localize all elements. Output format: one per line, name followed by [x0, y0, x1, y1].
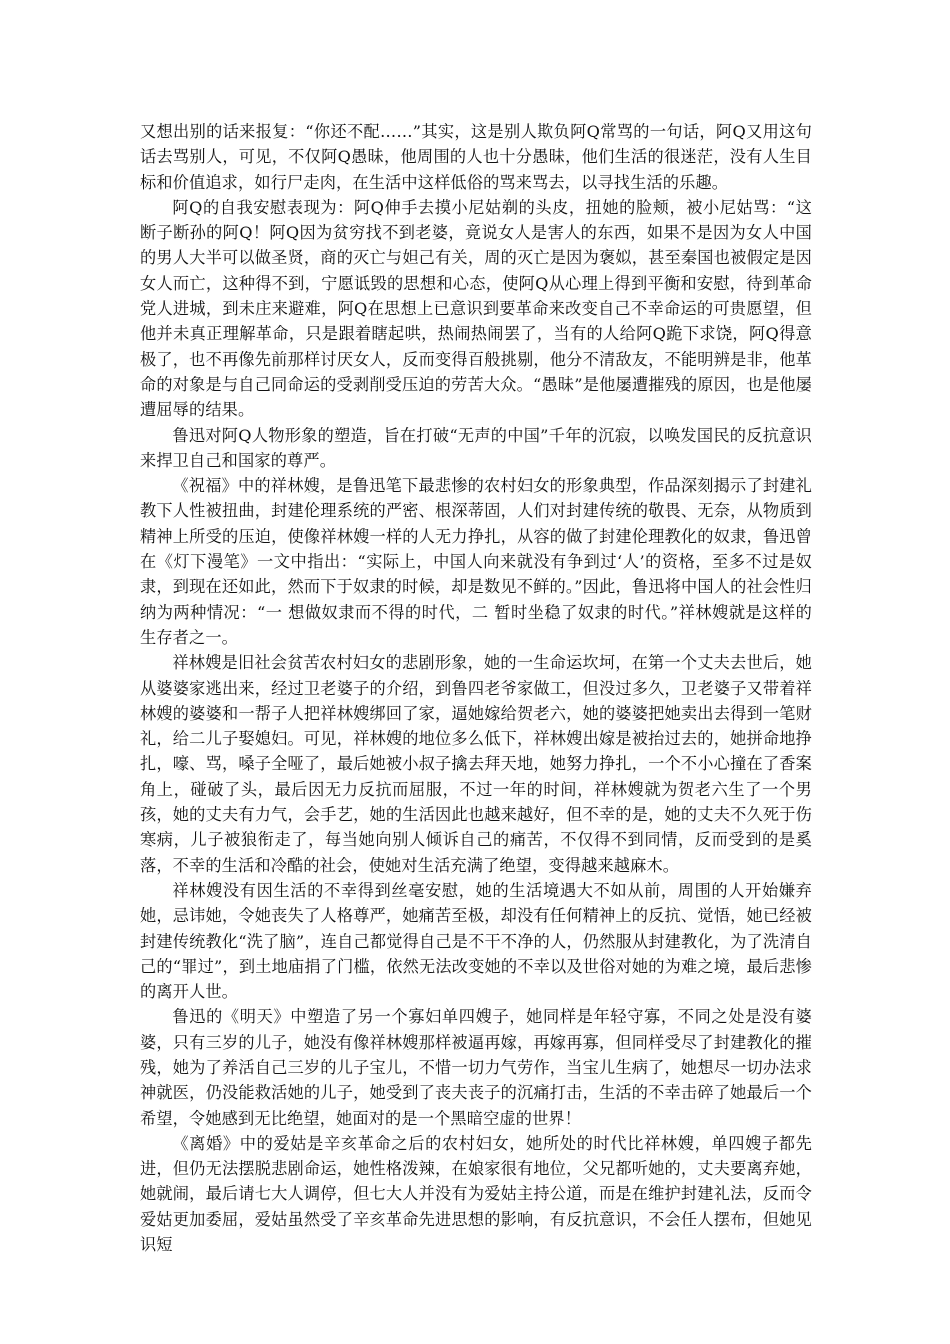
document-page [140, 119, 812, 1257]
paragraph: 祥林嫂是旧社会贫苦农村妇女的悲剧形象，她的一生命运坎坷，在第一个丈夫去世后，她从婆婆家逃出来，经过卫老婆子的介绍，到鲁四老爷家做工，但没过多久，卫老婆子又带着祥林嫂的婆婆和一帮子人把祥林嫂绑回了家，逼她嫁给贺老六，她的婆婆把她卖出去得到一笔财礼，给二儿子娶媳妇。可见，祥林嫂的地位多么低下，祥林嫂出嫁是被抬过去的，她拼命地挣扎，嚎、骂，嗓子全哑了，最后她被小叔子擒去拜天地，她努力挣扎，一个不小心撞在了香案角上，碰破了头，最后因无力反抗而屈服，不过一年的时间，祥林嫂就为贺老六生了一个男孩，她的丈夫有力气，会手艺，她的生活因此也越来越好，但不幸的是，她的丈夫不久死于伤寒病，儿子被狼衔走了，每当她向别人倾诉自己的痛苦，不仅得不到同情，反而受到的是奚落，不幸的生活和冷酷的社会，使她对生活充满了绝望，变得越来越麻木。 [140, 653, 812, 875]
paragraph: 《祝福》中的祥林嫂，是鲁迅笔下最悲惨的农村妇女的形象典型，作品深刻揭示了封建礼教下人性被扭曲，封建伦理系统的严密、根深蒂固，人们对封建传统的敬畏、无奈，从物质到精神上所受的压迫，使像祥林嫂一样的人无力挣扎，从容的做了封建伦理教化的奴隶，鲁迅曾在《灯下漫笔》一文中指出：“实际上，中国人向来就没有争到过‘人’的资格，至多不过是奴隶，到现在还如此，然而下于奴隶的时候，却是数见不鲜的。”因此，鲁迅将中国人的社会性归纳为两种情况：“一 想做奴隶而不得的时代，二 暂时坐稳了奴隶的时代。”祥林嫂就是这样的生存者之一。 [140, 476, 812, 647]
paragraph: 《离婚》中的爱姑是辛亥革命之后的农村妇女，她所处的时代比祥林嫂，单四嫂子都先进，但仍无法摆脱悲剧命运，她性格泼辣，在娘家很有地位，父兄都听她的，丈夫要离弃她，她就闹，最后请七大人调停，但七大人并没有为爱姑主持公道，而是在维护封建礼法，反而令爱姑更加委屈，爱姑虽然受了辛亥革命先进思想的影响，有反抗意识，不会任人摆布，但她见识短 [140, 1133, 812, 1255]
paragraph: 祥林嫂没有因生活的不幸得到丝毫安慰，她的生活境遇大不如从前，周围的人开始嫌弃她，忌讳她，令她丧失了人格尊严，她痛苦至极，却没有任何精神上的反抗、觉悟，她已经被封建传统教化“洗了脑”，连自己都觉得自己是不干不净的人，仍然服从封建教化，为了洗清自己的“罪过”，到土地庙捐了门槛，依然无法改变她的不幸以及世俗对她的为难之境，最后悲惨的离开人世。 [140, 880, 812, 1002]
paragraph: 鲁迅的《明天》中塑造了另一个寡妇单四嫂子，她同样是年轻守寡，不同之处是没有婆婆，只有三岁的儿子，她没有像祥林嫂那样被逼再嫁，再嫁再寡，但同样受尽了封建教化的摧残，她为了养活自己三岁的儿子宝儿，不惜一切力气劳作，当宝儿生病了，她想尽一切办法求神就医，仍没能救活她的儿子，她受到了丧夫丧子的沉痛打击，生活的不幸击碎了她最后一个希望，令她感到无比绝望，她面对的是一个黑暗空虚的世界！ [140, 1007, 812, 1128]
paragraph: 鲁迅对阿Q人物形象的塑造，旨在打破“无声的中国”千年的沉寂，以唤发国民的反抗意识来捍卫自己和国家的尊严。 [140, 425, 812, 470]
paragraph: 阿Q的自我安慰表现为：阿Q伸手去摸小尼姑剃的头皮，扭她的脸颊，被小尼姑骂：“这断子断孙的阿Q！阿Q因为贫穷找不到老婆，竟说女人是害人的东西，如果不是因为女人中国的男人大半可以做圣贤，商的灭亡与妲己有关，周的灭亡是因为褒姒，甚至秦国也被假定是因女人而亡，这种得不到，宁愿诋毁的思想和心态，使阿Q从心理上得到平衡和安慰，待到革命党人进城，到未庄来避难，阿Q在思想上已意识到要革命来改变自己不幸命运的可贵愿望，但他并未真正理解革命，只是跟着瞎起哄，热闹热闹罢了，当有的人给阿Q跪下求饶，阿Q得意极了，也不再像先前那样讨厌女人，反而变得百般挑剔，他分不清敌友，不能明辨是非，他革命的对象是与自己同命运的受剥削受压迫的劳苦大众。“愚昧”是他屡遭摧残的原因，也是他屡遭屈辱的结果。 [140, 197, 812, 420]
paragraph: 又想出别的话来报复：“你还不配……”其实，这是别人欺负阿Q常骂的一句话，阿Q又用这句话去骂别人，可见，不仅阿Q愚昧，他周围的人也十分愚昧，他们生活的很迷茫，没有人生目标和价值追求，如行尸走肉，在生活中这样低俗的骂来骂去，以寻找生活的乐趣。 [140, 122, 812, 192]
